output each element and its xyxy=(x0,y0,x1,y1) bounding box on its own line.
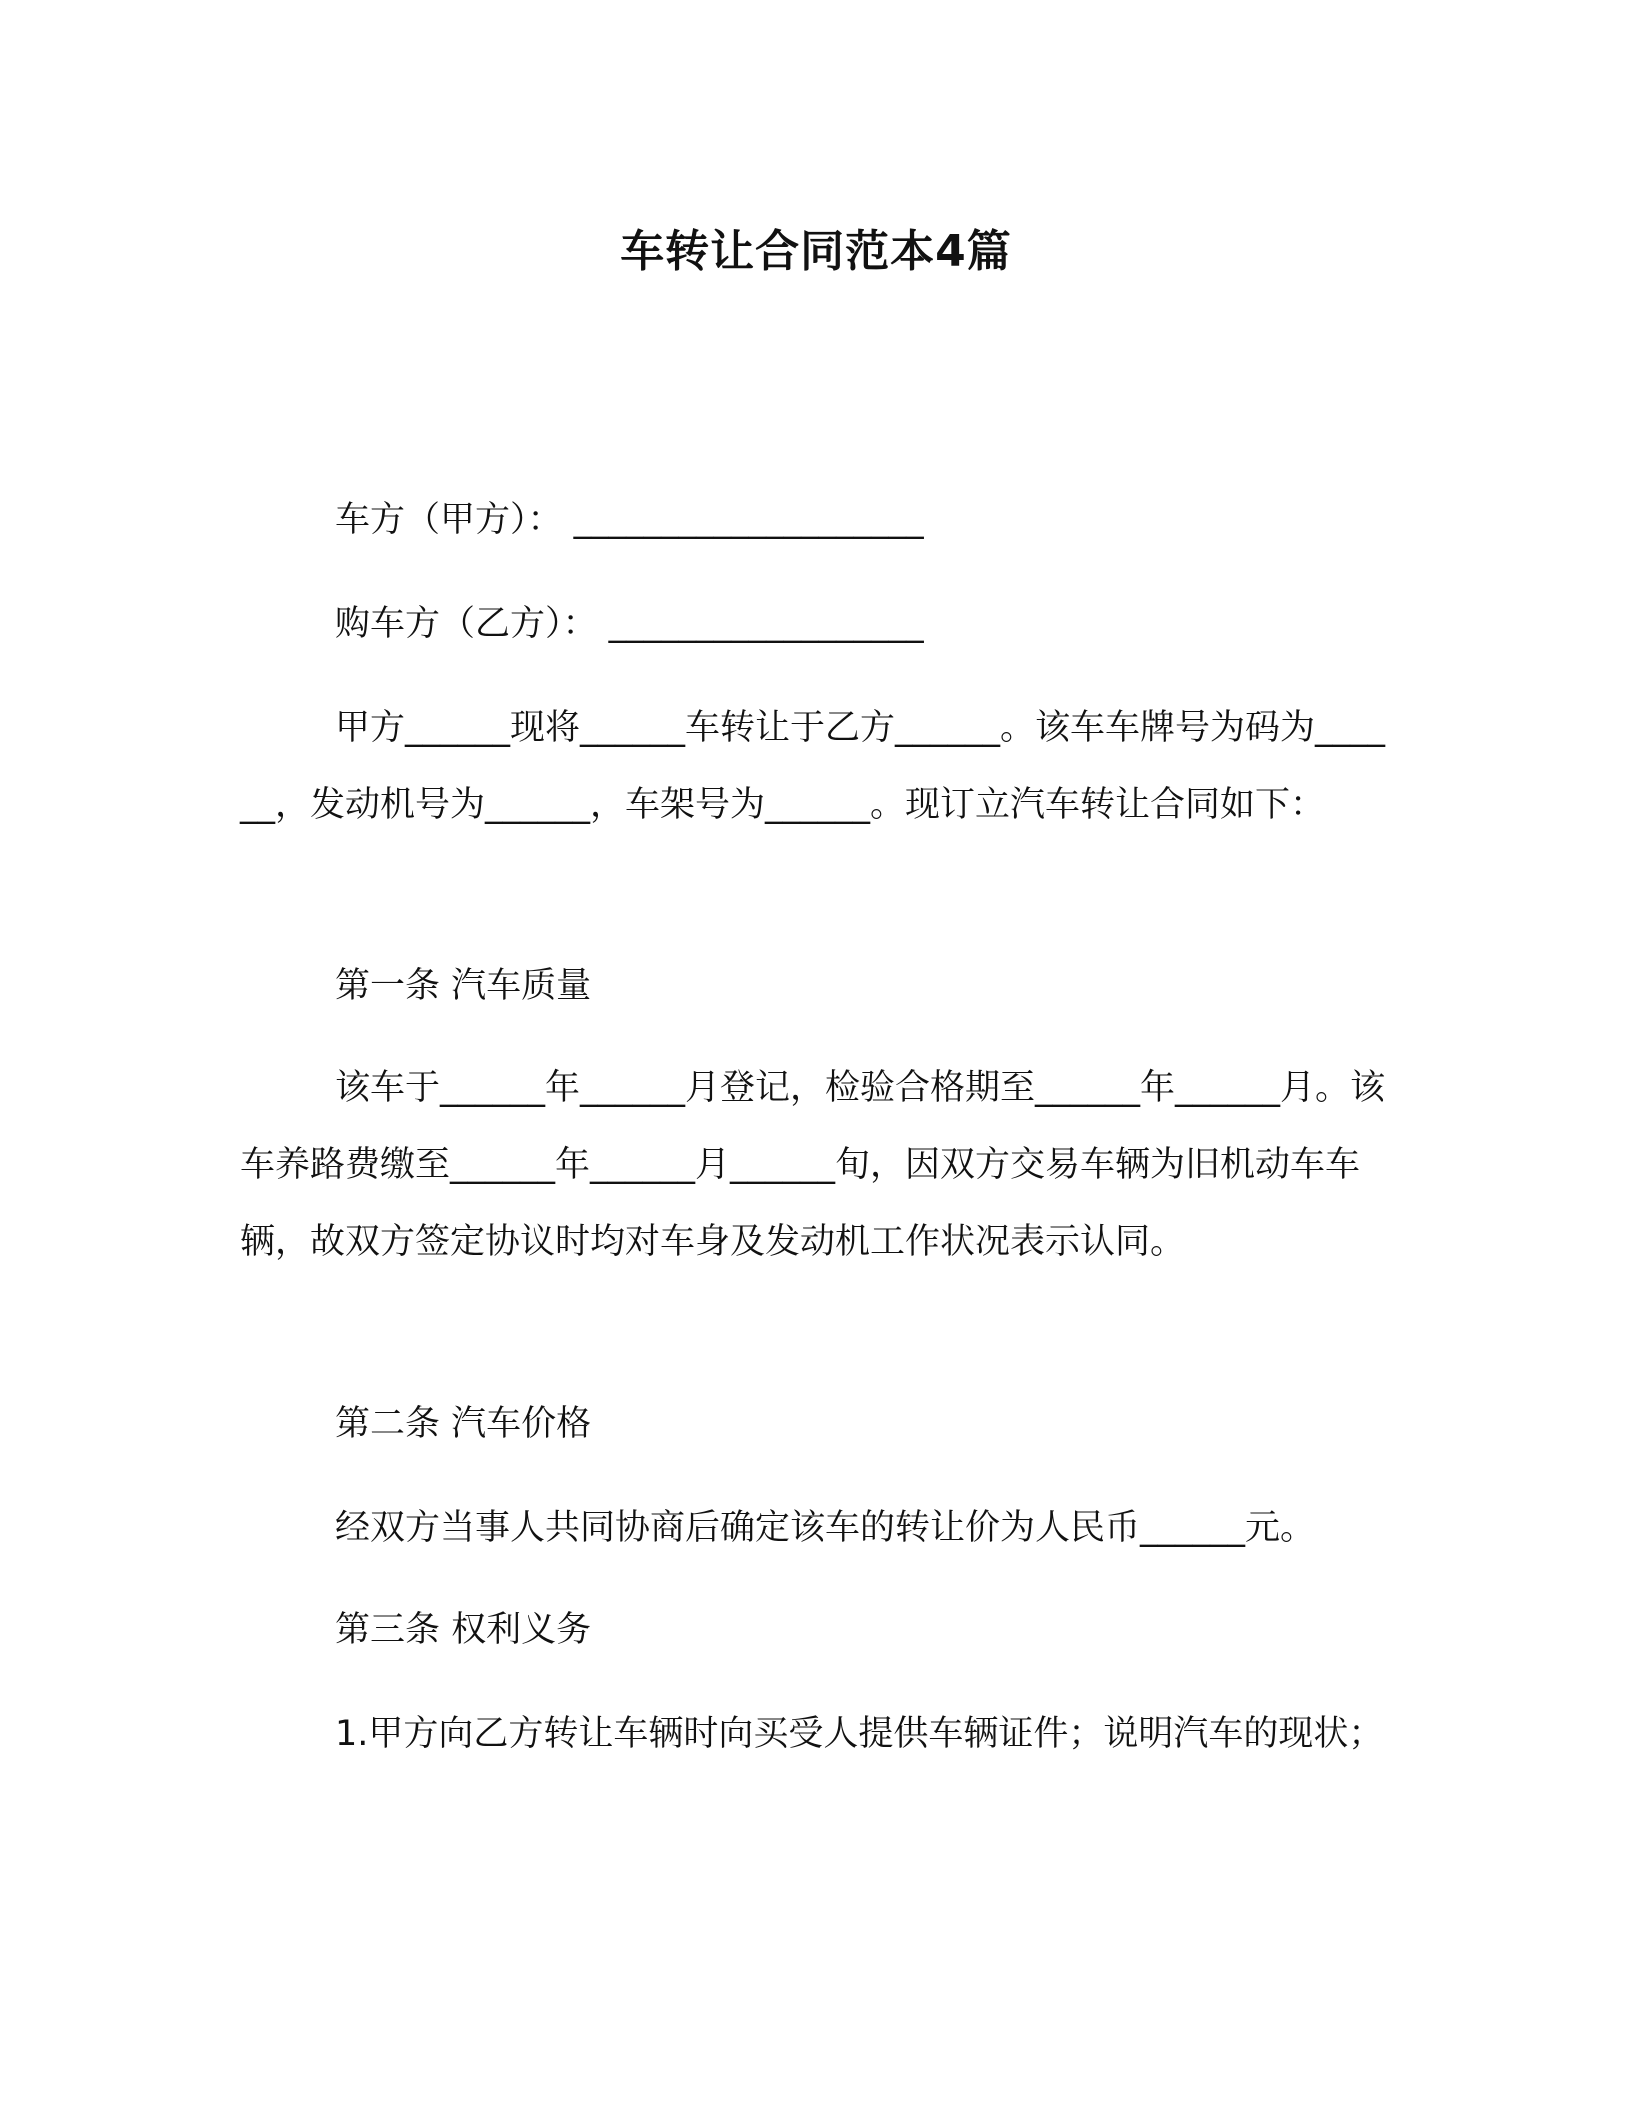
intro-text: 甲方______现将______车转让于乙方______。该车车牌号为码为______，发动机号为______，车架号为______。现订立汽车转让合同如下： xyxy=(240,708,1386,825)
article2-heading-text: 第二条 汽车价格 xyxy=(335,1404,592,1444)
document-title: 车转让合同范本4篇 xyxy=(620,226,1012,277)
article2-text: 经双方当事人共同协商后确定该车的转让价为人民币______元。 xyxy=(335,1508,1316,1548)
article2-paragraph xyxy=(240,1490,1390,1567)
article3-item1-text: 1.甲方向乙方转让车辆时向买受人提供车辆证件；说明汽车的现状； xyxy=(335,1714,1384,1754)
party-b-text: 购车方（乙方）： __________________ xyxy=(335,604,924,644)
article2-heading xyxy=(240,1386,1390,1463)
article3-heading xyxy=(240,1592,1390,1669)
party-b-line xyxy=(240,586,1390,663)
intro-paragraph xyxy=(240,690,1390,844)
article1-text: 该车于______年______月登记，检验合格期至______年______月。该车养路费缴至______年______月______旬，因双方交易车辆为旧机动车车辆，故双方签定协议时均对车身及发动机工作状况表示认同。 xyxy=(240,1068,1386,1262)
party-a-text: 车方（甲方）： ____________________ xyxy=(335,500,924,540)
article1-heading xyxy=(240,948,1390,1025)
article3-item1 xyxy=(240,1696,1390,1773)
article1-paragraph xyxy=(240,1050,1390,1281)
party-a-line xyxy=(240,482,1390,559)
article3-heading-text: 第三条 权利义务 xyxy=(335,1610,592,1650)
article1-heading-text: 第一条 汽车质量 xyxy=(335,966,592,1006)
